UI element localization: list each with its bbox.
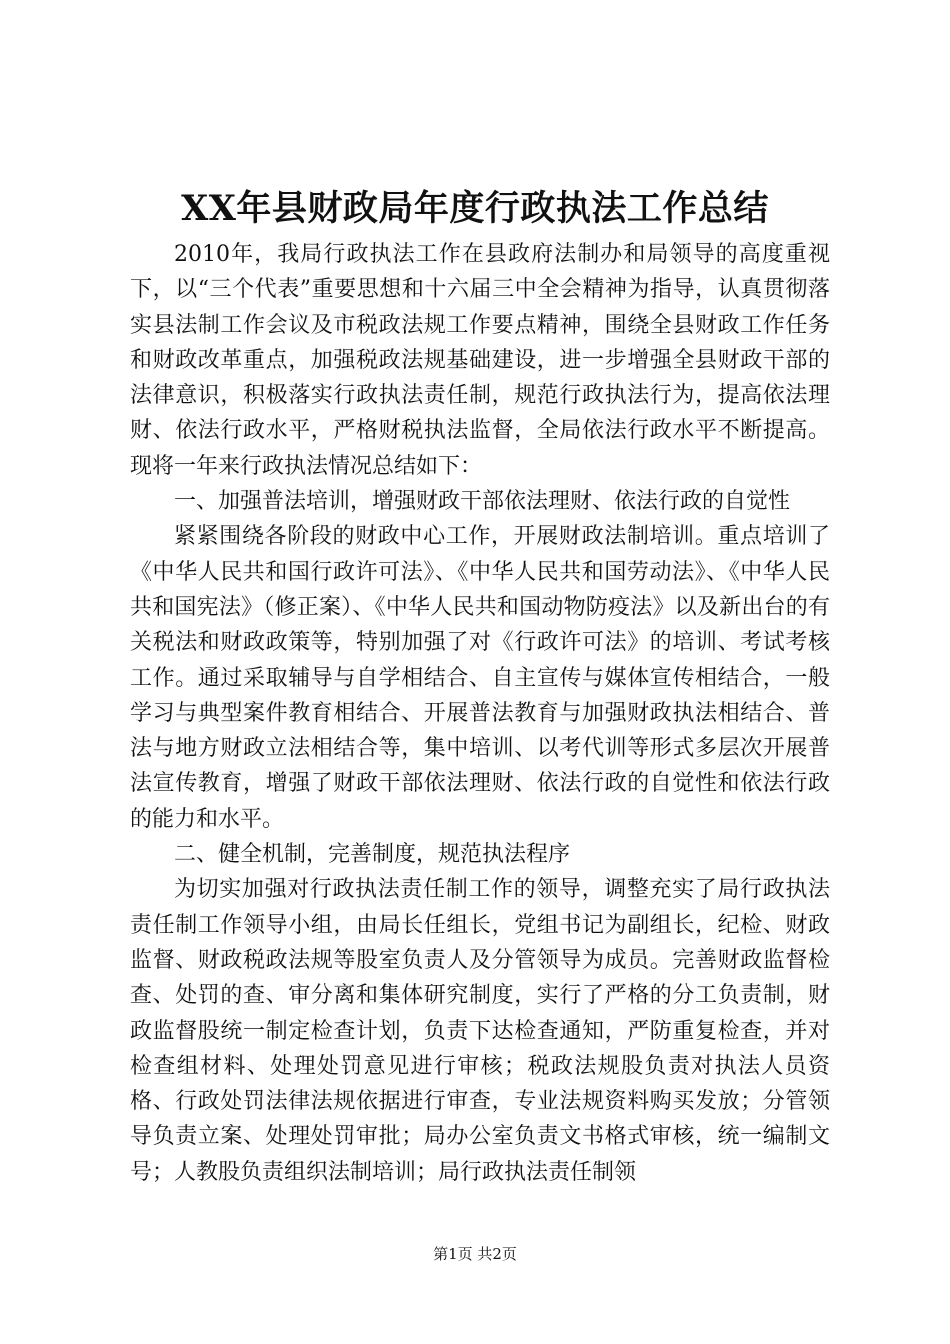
page-footer: 第1页 共2页 xyxy=(433,1245,517,1263)
paragraph-intro: 2010年，我局行政执法工作在县政府法制办和局领导的高度重视下，以“三个代表”重要思想和十六届三中全会精神为指导，认真贯彻落实县法制工作会议及市税政法规工作要点精神，围绕全县财政工作任务和财政改革重点，加强税政法规基础建设，进一步增强全县财政干部的法律意识，积极落实行政执法责任制，规范行政执法行为，提高依法理财、依法行政水平，严格财税执法监督，全局依法行政水平不断提高。现将一年来行政执法情况总结如下： xyxy=(130,242,830,479)
document-title: XX年县财政局年度行政执法工作总结 xyxy=(181,188,769,229)
section-heading-1: 一、加强普法培训，增强财政干部依法理财、依法行政的自觉性 xyxy=(174,489,791,515)
paragraph-section-2: 为切实加强对行政执法责任制工作的领导，调整充实了局行政执法责任制工作领导小组，由局长任组长，党组书记为副组长，纪检、财政监督、财政税政法规等股室负责人及分管领导为成员。完善财政监督检查、处罚的查、审分离和集体研究制度，实行了严格的分工负责制，财政监督股统一制定检查计划，负责下达检查通知，严防重复检查，并对检查组材料、处理处罚意见进行审核；税政法规股负责对执法人员资格、行政处罚法律法规依据进行审查，专业法规资料购买发放；分管领导负责立案、处理处罚审批；局办公室负责文书格式审核，统一编制文号；人教股负责组织法制培训；局行政执法责任制领 xyxy=(130,877,830,1185)
paragraph-section-1: 紧紧围绕各阶段的财政中心工作，开展财政法制培训。重点培训了《中华人民共和国行政许可法》、《中华人民共和国劳动法》、《中华人民共和国宪法》（修正案）、《中华人民共和国动物防疫法》以及新出台的有关税法和财政政策等，特别加强了对《行政许可法》的培训、考试考核工作。通过采取辅导与自学相结合、自主宣传与媒体宣传相结合，一般学习与典型案件教育相结合、开展普法教育与加强财政执法相结合、普法与地方财政立法相结合等，集中培训、以考代训等形式多层次开展普法宣传教育，增强了财政干部依法理财、依法行政的自觉性和依法行政的能力和水平。 xyxy=(130,524,830,832)
document-body xyxy=(130,237,830,1190)
section-heading-2: 二、健全机制，完善制度，规范执法程序 xyxy=(174,842,571,868)
